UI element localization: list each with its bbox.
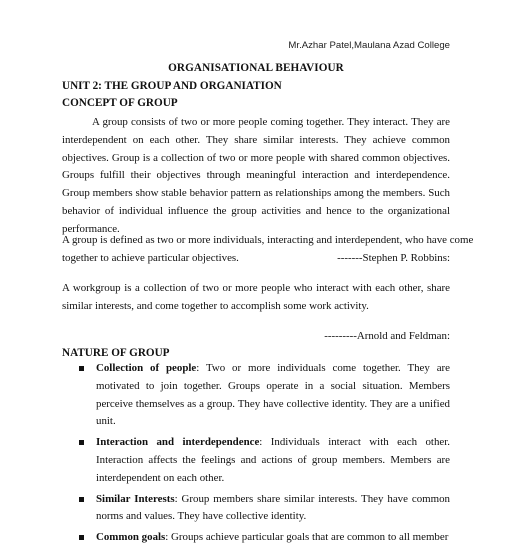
list-item-term: Collection of people <box>96 362 197 374</box>
list-item <box>62 434 450 487</box>
list-item-term: Interaction and interdependence <box>96 436 260 449</box>
bullet-icon <box>79 497 84 502</box>
nature-heading: NATURE OF GROUP <box>62 347 170 359</box>
list-item-text: : Individuals interact with each other. Interaction affects the feelings and actions of group members. Members are interdependent on each other. <box>96 436 450 484</box>
list-item-term: Similar Interests <box>96 492 175 505</box>
list-item-text: : Groups achieve particular goals that are common to all member <box>165 531 449 544</box>
bullet-icon <box>79 535 84 540</box>
definition1-line1: A group is defined as two or more individuals, interacting and interdependent, who have come <box>62 234 474 246</box>
list-item-text: : Two or more individuals come together. They are motivated to join together. Groups operate in a social situation. Members perceive themselves as a group. They have collective identity. They are a unified unit. <box>96 362 450 428</box>
list-item <box>62 360 450 431</box>
page-header-author: Mr.Azhar Patel,Maulana Azad College <box>288 40 450 51</box>
nature-list <box>62 360 450 550</box>
list-item <box>62 529 450 547</box>
bullet-icon <box>79 440 84 445</box>
list-item-term: Common goals <box>96 531 166 544</box>
list-item <box>62 491 450 527</box>
bullet-icon <box>79 366 84 371</box>
definition2-attribution: ---------Arnold and Feldman: <box>324 330 450 342</box>
concept-paragraph: A group consists of two or more people coming together. They interact. They are interdependent on each other. They share similar interests. They achieve common objectives. Group is a collection of two or more people with shared common objectives. Groups fulfill their objectives through meaningful interaction and interdependence. Group members show stable behavior pattern as relationships among the members. Such behavior of individual influence the group activities and hence to the organizational performance. <box>62 116 450 235</box>
document-title: ORGANISATIONAL BEHAVIOUR <box>168 62 344 74</box>
definition1-attribution: -------Stephen P. Robbins: <box>337 252 450 264</box>
unit-heading: UNIT 2: THE GROUP AND ORGANIATION <box>62 80 282 92</box>
list-item-text: : Group members share similar interests. They have common norms and values. They have collective identity. <box>96 492 450 523</box>
definition1-line2: together to achieve particular objectives. <box>62 252 239 264</box>
concept-heading: CONCEPT OF GROUP <box>62 97 178 109</box>
definition2-paragraph: A workgroup is a collection of two or more people who interact with each other, share similar interests, and come together to accomplish some work activity. <box>62 282 450 312</box>
